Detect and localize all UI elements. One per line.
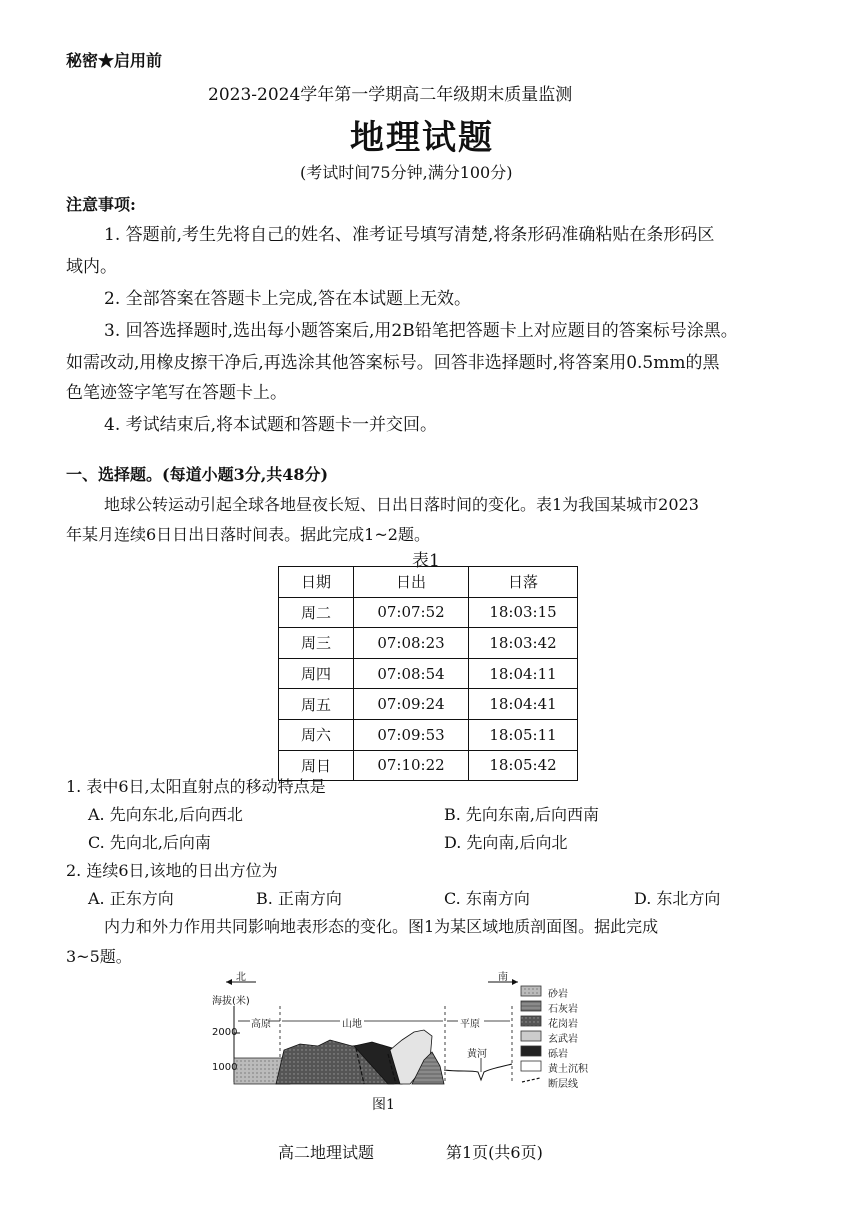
river-label: 黄河 [467,1049,487,1060]
figure-caption: 图1 [372,1097,395,1113]
notice-item-1-line2: 域内。 [66,257,117,277]
y-axis-label: 海拔(米) [212,996,250,1007]
table-cell: 07:09:53 [354,719,469,750]
notice-item-1-line1: 1. 答题前,考生先将自己的姓名、准考证号填写清楚,将条形码准确粘贴在条形码区 [104,225,715,245]
page-title: 地理试题 [350,118,494,158]
table-cell: 周六 [279,719,354,750]
legend-label: 砂岩 [548,989,568,1000]
question-2-stem: 2. 连续6日,该地的日出方位为 [66,861,278,880]
table-cell: 周三 [279,628,354,659]
legend-swatch-fault [522,1078,540,1082]
legend-swatch-basalt [521,1031,541,1041]
table-cell: 07:09:24 [354,689,469,720]
question-1-stem: 1. 表中6日,太阳直射点的移动特点是 [66,777,326,796]
question-1-option-b: B. 先向东南,后向西南 [444,805,600,824]
table-cell: 周二 [279,597,354,628]
north-label: 北 [236,972,246,983]
table-cell: 18:03:15 [469,597,578,628]
intro-paragraph-2-line1: 内力和外力作用共同影响地表形态的变化。图1为某区域地质剖面图。据此完成 [104,917,659,936]
table-cell: 07:07:52 [354,597,469,628]
notice-heading: 注意事项: [66,195,136,214]
intro-paragraph-2-line2: 3~5题。 [66,947,132,966]
confidential-mark: 秘密★启用前 [66,51,163,70]
table-cell: 18:05:42 [469,750,578,781]
table-cell: 18:04:11 [469,658,578,689]
table-header-cell: 日落 [469,567,578,598]
question-2-option-c: C. 东南方向 [444,889,530,908]
legend-swatch-granite [521,1016,541,1026]
notice-item-4: 4. 考试结束后,将本试题和答题卡一并交回。 [104,415,438,435]
table-cell: 周日 [279,750,354,781]
section-heading: 一、选择题。(每道小题3分,共48分) [66,465,329,484]
y-tick-2000: 2000 [212,1027,238,1038]
table-cell: 周五 [279,689,354,720]
y-tick-1000: 1000 [212,1062,238,1073]
exam-name: 2023-2024学年第一学期高二年级期末质量监测 [208,85,573,105]
table-cell: 周四 [279,658,354,689]
question-2-option-a: A. 正东方向 [88,889,174,908]
legend-label: 断层线 [548,1079,578,1090]
zone-plain-label: 平原 [460,1019,480,1030]
zone-mountain-label: 山地 [342,1019,362,1030]
question-1-option-c: C. 先向北,后向南 [88,833,211,852]
footer-page-number: 第1页(共6页) [446,1143,543,1162]
notice-item-3-line3: 色笔迹签字笔写在答题卡上。 [66,383,287,403]
table-cell: 18:03:42 [469,628,578,659]
table-cell: 07:08:54 [354,658,469,689]
intro-paragraph-1-line1: 地球公转运动引起全球各地昼夜长短、日出日落时间的变化。表1为我国某城市2023 [104,495,699,514]
legend-label: 石灰岩 [548,1004,578,1015]
table-cell: 07:10:22 [354,750,469,781]
plain-surface [444,1064,512,1080]
question-2-option-d: D. 东北方向 [634,889,721,908]
table-header-cell: 日期 [279,567,354,598]
exam-subtitle: (考试时间75分钟,满分100分) [300,163,513,182]
notice-item-2: 2. 全部答案在答题卡上完成,答在本试题上无效。 [104,289,472,309]
question-1-option-a: A. 先向东北,后向西北 [88,805,243,824]
legend-label: 黄土沉积 [548,1064,588,1075]
south-label: 南 [498,972,508,983]
table-header-cell: 日出 [354,567,469,598]
footer-subject: 高二地理试题 [278,1143,375,1162]
question-2-option-b: B. 正南方向 [256,889,342,908]
legend-swatch-conglomerate [521,1046,541,1056]
question-1-option-d: D. 先向南,后向北 [444,833,568,852]
notice-item-3-line1: 3. 回答选择题时,选出每小题答案后,用2B铅笔把答题卡上对应题目的答案标号涂黑。 [104,321,738,341]
intro-paragraph-1-line2: 年某月连续6日日出日落时间表。据此完成1~2题。 [66,525,430,544]
table-caption: 表1 [412,551,440,571]
zone-plateau-label: 高原 [251,1019,271,1030]
legend-label: 砾岩 [548,1049,568,1060]
table-cell: 18:05:11 [469,719,578,750]
legend-swatch-loess [521,1061,541,1071]
legend-swatch-sandstone [521,986,541,996]
legend-label: 花岗岩 [548,1019,578,1030]
notice-item-3-line2: 如需改动,用橡皮擦干净后,再选涂其他答案标号。回答非选择题时,将答案用0.5mm的黑 [66,353,720,373]
legend-label: 玄武岩 [548,1034,578,1045]
legend-swatch-limestone [521,1001,541,1011]
table-cell: 07:08:23 [354,628,469,659]
table-cell: 18:04:41 [469,689,578,720]
